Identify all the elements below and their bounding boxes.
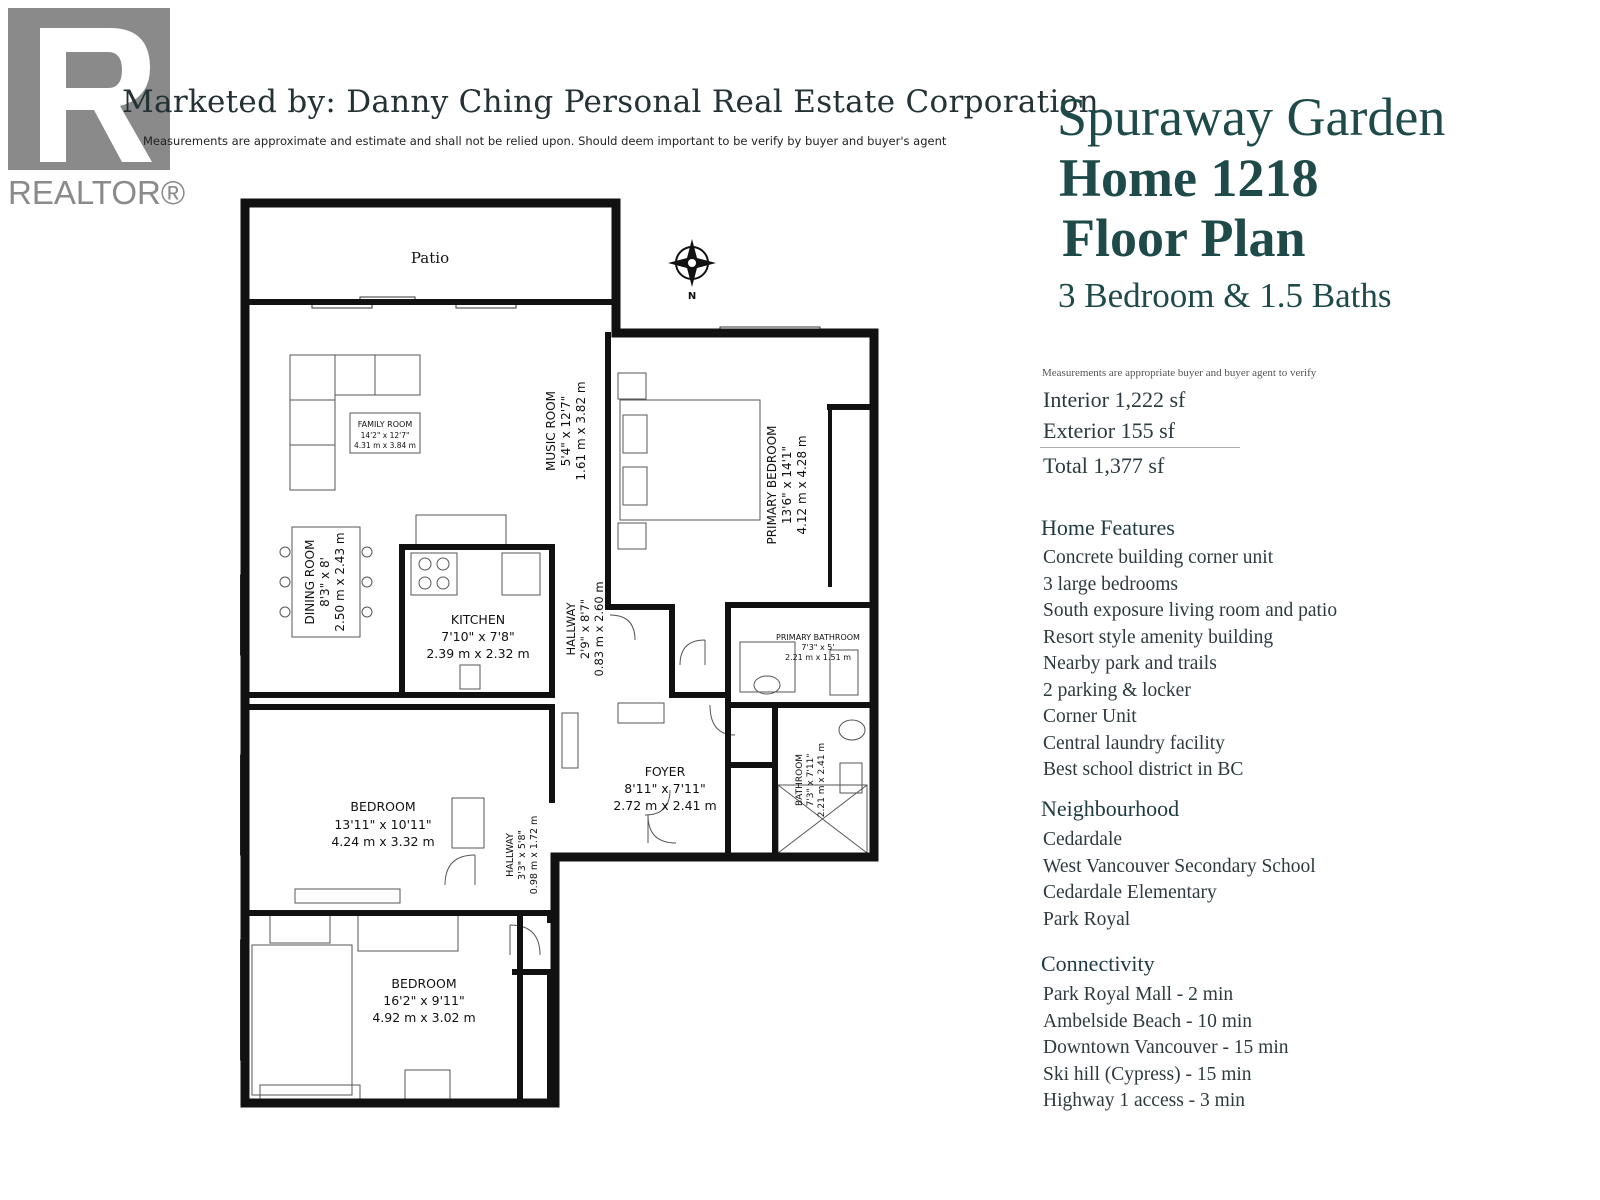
title-line-2: Home 1218 [1059,148,1319,208]
music-room-label [544,381,588,480]
room-name: BEDROOM [350,799,416,814]
realtor-wordmark: REALTOR® [8,174,186,211]
connectivity-heading: Connectivity [1041,951,1155,976]
bathroom-sink-icon [839,720,865,740]
compass-icon [668,239,716,302]
bedroom-bed-icon [252,945,352,1095]
room-size-metric: 2.50 m x 2.43 m [333,532,347,632]
bathroom-label [795,743,827,817]
dining-room-label [303,532,347,631]
room-name: PRIMARY BEDROOM [765,425,779,545]
bedroom-2-desk-icon [358,913,458,951]
interior-area: Interior 1,222 sf [1043,387,1186,412]
room-name: HALLWAY [505,833,516,877]
bedroom-desk-icon [452,798,484,848]
list-item: South exposure living room and patio [1043,600,1338,621]
room-name: FAMILY ROOM [357,420,413,429]
home-features-list [1043,545,1337,784]
exterior-area: Exterior 155 sf [1043,418,1175,443]
door-swing-icon [610,615,635,640]
room-size-metric: 4.31 m x 3.84 m [354,441,416,450]
bedroom-2-label [372,976,475,1025]
room-size-metric: 2.21 m x 2.41 m [817,742,827,818]
room-size-imperial: 16'2" x 9'11" [383,993,465,1008]
list-item: Highway 1 access - 3 min [1043,1090,1245,1111]
list-item: Central laundry facility [1043,732,1225,754]
primary-bath-vanity-icon [740,642,795,692]
bathroom-toilet-icon [840,763,862,793]
windows [240,297,820,1060]
walls [245,203,874,1103]
total-area: Total 1,377 sf [1043,453,1165,478]
room-size-metric: 2.39 m x 2.32 m [426,646,530,661]
room-size-metric: 0.98 m x 1.72 m [529,815,540,895]
list-item: Ski hill (Cypress) - 15 min [1043,1063,1252,1085]
door-swing-icon [445,855,475,885]
list-item: 2 parking & locker [1043,679,1191,701]
marketed-by: Marketed by: Danny Ching Personal Real Estate Corporation [122,84,1099,120]
title-line-3: Floor Plan [1062,208,1306,268]
room-size-imperial: 7'3" x 7'11" [806,753,816,807]
list-item: Cedardale Elementary [1043,882,1217,903]
room-name: KITCHEN [450,612,506,627]
room-size-imperial: 5'4" x 12'7" [559,395,573,467]
room-name: FOYER [644,764,686,779]
list-item: Corner Unit [1043,706,1137,727]
family-room-label [354,420,416,450]
room-name: HALLWAY [564,602,578,656]
room-size-imperial: 8'11" x 7'11" [624,781,706,796]
room-name: DINING ROOM [303,539,317,625]
room-size-imperial: 7'10" x 7'8" [441,629,515,644]
room-size-metric: 4.12 m x 4.28 m [795,435,809,535]
stove-icon [411,553,457,595]
primary-bathroom-label [776,633,860,662]
primary-bedroom-label [765,425,809,544]
room-name: BATHROOM [795,753,805,807]
door-swing-icon [680,640,705,665]
room-size-metric: 1.61 m x 3.82 m [574,381,588,481]
hallway-1-label [564,581,606,676]
room-size-metric: 2.72 m x 2.41 m [613,798,717,813]
patio-label: Patio [410,249,450,267]
room-size-metric: 4.24 m x 3.32 m [331,834,435,849]
foyer-closet-icon [562,713,578,768]
list-item: Park Royal [1043,908,1131,930]
door-swing-icon [710,705,735,735]
compass-north-label: N [687,291,697,302]
room-size-metric: 2.21 m x 1.51 m [784,653,852,662]
neighbourhood-list [1043,827,1316,933]
room-size-imperial: 2'9" x 8'7" [578,598,592,660]
room-size-imperial: 14'2" x 12'7" [360,431,410,440]
kitchen-sink-icon [460,665,480,689]
home-features-heading: Home Features [1041,515,1175,540]
list-item: Cedardale [1043,829,1123,850]
area-divider [1040,447,1240,448]
room-size-imperial: 3'3" x 5'8" [517,830,528,880]
list-item: Ambelside Beach - 10 min [1043,1010,1253,1032]
room-name: MUSIC ROOM [544,390,558,472]
list-item: Park Royal Mall - 2 min [1043,984,1234,1005]
room-name: PRIMARY BATHROOM [776,633,860,642]
list-item: 3 large bedrooms [1043,573,1179,595]
room-size-imperial: 13'11" x 10'11" [334,817,432,832]
neighbourhood-heading: Neighbourhood [1041,796,1180,821]
title-line-1: Spuraway Garden [1057,87,1446,147]
kitchen-label [426,612,529,661]
room-name: BEDROOM [391,976,457,991]
piano-icon [416,515,506,545]
bedroom-dresser-icon [295,889,400,903]
door-swing-icon [510,925,540,955]
list-item: West Vancouver Secondary School [1043,855,1316,877]
bedroom-1-label [331,799,434,849]
connectivity-list [1043,982,1289,1115]
list-item: Resort style amenity building [1043,626,1274,648]
room-size-imperial: 8'3" x 8' [318,557,332,607]
fridge-icon [502,553,540,595]
measurement-disclaimer: Measurements are approximate and estimate and shall not be relied upon. Should deem important to be verify by buyer and buyer's agent [143,134,947,148]
floor-plan [240,195,900,1145]
hallway-2-label [505,816,540,895]
door-swing-icon [648,815,676,843]
room-size-metric: 0.83 m x 2.60 m [592,581,606,677]
title-subtitle: 3 Bedroom & 1.5 Baths [1058,276,1392,315]
foyer-label [613,764,716,813]
list-item: Nearby park and trails [1043,653,1217,674]
areas-note: Measurements are appropriate buyer and buyer agent to verify [1042,367,1317,379]
room-size-metric: 4.92 m x 3.02 m [372,1010,476,1025]
list-item: Best school district in BC [1043,759,1244,780]
list-item: Concrete building corner unit [1043,547,1274,568]
room-size-imperial: 7'3" x 5' [801,643,835,652]
list-item: Downtown Vancouver - 15 min [1043,1037,1289,1058]
room-size-imperial: 13'6" x 14'1" [780,445,794,525]
primary-bed-icon [620,400,760,520]
